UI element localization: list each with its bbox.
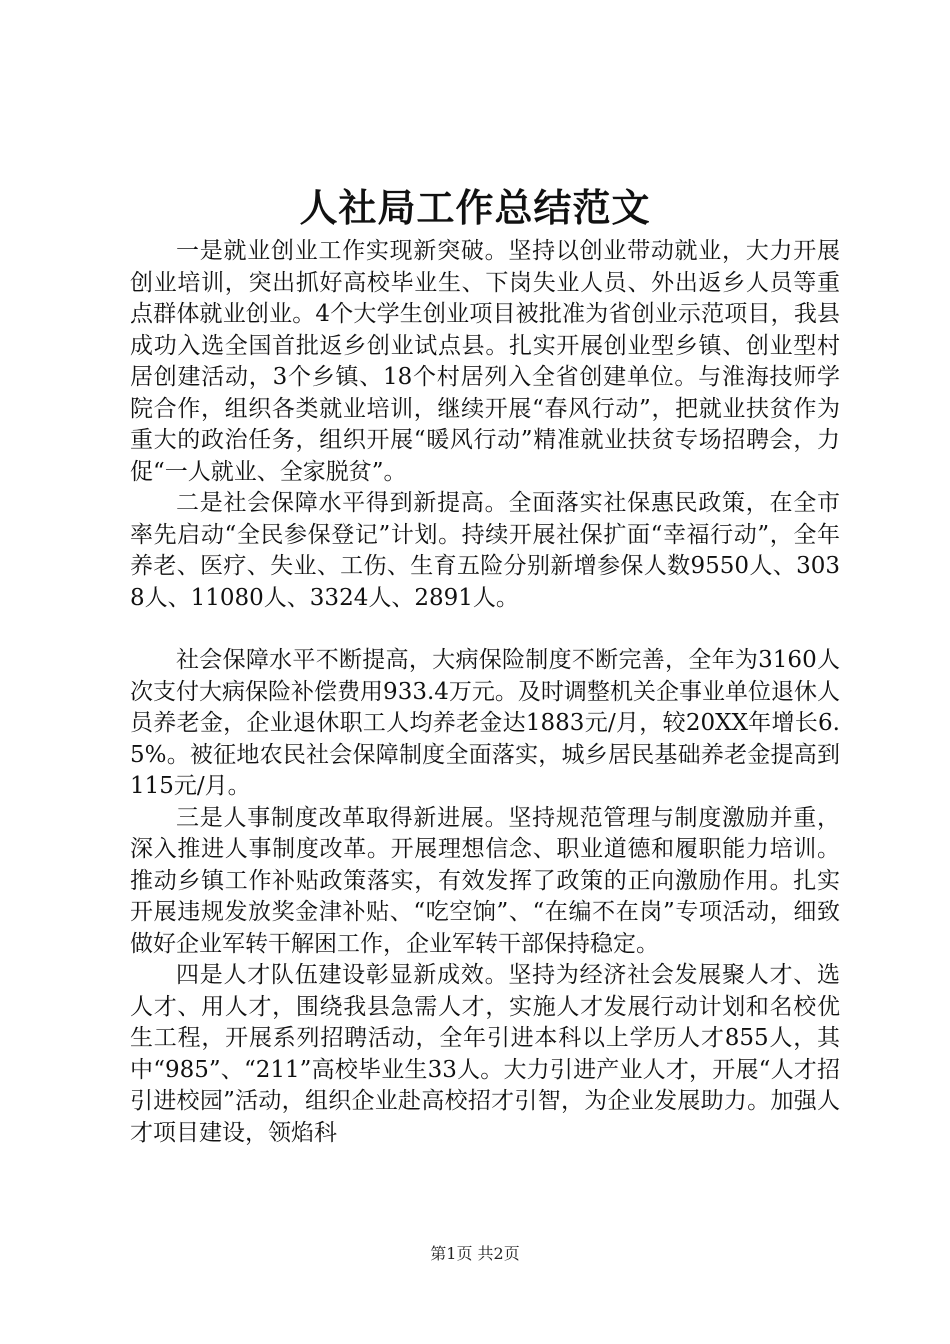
page-title: 人社局工作总结范文 bbox=[299, 185, 651, 230]
paragraph-employment: 一是就业创业工作实现新突破。坚持以创业带动就业，大力开展创业培训，突出抓好高校毕业生、下岗失业人员、外出返乡人员等重点群体就业创业。4个大学生创业项目被批准为省创业示范项目，我县成功入选全国首批返乡创业试点县。扎实开展创业型乡镇、创业型村居创建活动，3个乡镇、18个村居列入全省创建单位。与淮海技师学院合作，组织各类就业培训，继续开展“春风行动”，把就业扶贫作为重大的政治任务，组织开展“暖风行动”精准就业扶贫专场招聘会，力促“一人就业、全家脱贫”。 bbox=[130, 238, 840, 485]
paragraph-talent: 四是人才队伍建设彰显新成效。坚持为经济社会发展聚人才、选人才、用人才，围绕我县急需人才，实施人才发展行动计划和名校优生工程，开展系列招聘活动，全年引进本科以上学历人才855人，其中“985”、“211”高校毕业生33人。大力引进产业人才，开展“人才招引进校园”活动，组织企业赴高校招才引智，为企业发展助力。加强人才项目建设，领焰科 bbox=[130, 962, 840, 1146]
paragraph-social-security: 二是社会保障水平得到新提高。全面落实社保惠民政策，在全市率先启动“全民参保登记”计划。持续开展社保扩面“幸福行动”，全年养老、医疗、失业、工伤、生育五险分别新增参保人数9550人、3038人、11080人、3324人、2891人。 bbox=[130, 490, 840, 611]
paragraph-personnel-reform: 三是人事制度改革取得新进展。坚持规范管理与制度激励并重，深入推进人事制度改革。开展理想信念、职业道德和履职能力培训。推动乡镇工作补贴政策落实，有效发挥了政策的正向激励作用。扎实开展违规发放奖金津补贴、“吃空饷”、“在编不在岗”专项活动，细致做好企业军转干解困工作，企业军转干部保持稳定。 bbox=[130, 804, 840, 957]
page-number-footer: 第1页 共2页 bbox=[430, 1244, 520, 1263]
paragraph-security-level: 社会保障水平不断提高，大病保险制度不断完善，全年为3160人次支付大病保险补偿费用933.4万元。及时调整机关企事业单位退休人员养老金，企业退休职工人均养老金达1883元/月，较20XX年增长6.5%。被征地农民社会保障制度全面落实，城乡居民基础养老金提高到115元/月。 bbox=[130, 647, 840, 799]
document-body bbox=[130, 236, 840, 1149]
paragraph-gap bbox=[130, 614, 840, 645]
